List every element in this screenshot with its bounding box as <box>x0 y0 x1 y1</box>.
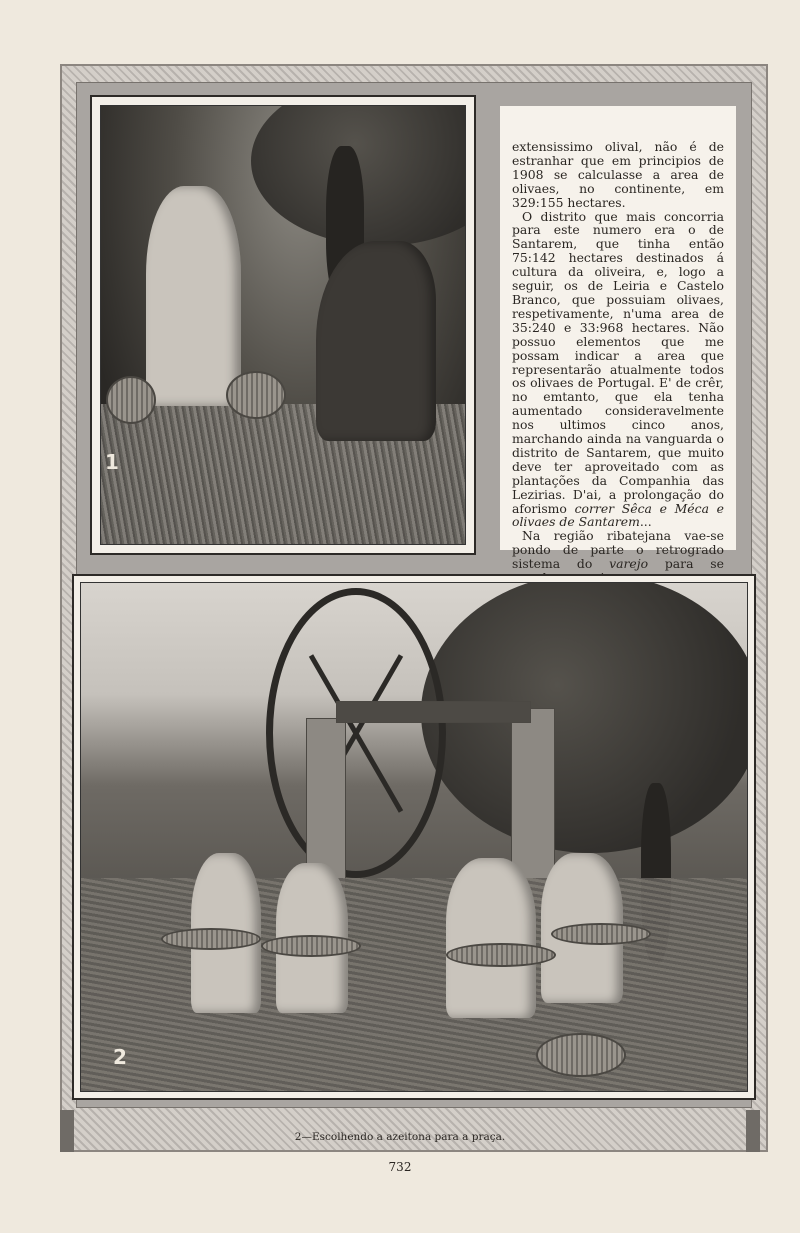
photo-2-frame <box>72 574 756 1100</box>
page-number: 732 <box>388 1160 412 1174</box>
paragraph-1: extensissimo olival, não é de estranhar que em principios de 1908 se calculasse a area de olivaes, no continente, em 329:155 hectares. <box>512 139 724 210</box>
paragraph-2 <box>512 210 724 530</box>
paragraph-2-text: O distrito que mais concorria para este numero era o de Santarem, que tinha então 75:142 hectares destinados á cultura da oliveira, e, logo a seguir, os de Leiria e Castelo Branco, que possuiam olivaes, respetivamente, n'uma area de 35:240 e 33:968 hectares. Não possuo elementos que me possam indicar a area que representarão atualmente todos os olivaes de Portugal. E' de crêr, no emtanto, que ela tenha aumentado consideravelmente nos ultimos cinco anos, marchando ainda na vanguarda o distrito de Santarem, que muito deve ter aproveitado com as plantações da Companhia das Lezirias. D'ai, a prolongação do aforismo <box>512 208 724 516</box>
varejo-italic: varejo <box>609 556 649 572</box>
basket-left <box>106 376 156 424</box>
photo-1-number: 1 <box>105 450 119 474</box>
paragraph-3-end: para se <box>664 556 724 572</box>
sieve-3 <box>446 943 556 967</box>
paragraph-3-text: Na região ribatejana vae-se pondo de parte o retrogrado sistema do <box>512 528 724 572</box>
article-text-column <box>500 106 736 572</box>
ground <box>81 878 747 1091</box>
photo-2-number: 2 <box>113 1045 127 1069</box>
photo-2-caption: 2—Escolhendo a azeitona para a praça. <box>294 1131 506 1143</box>
wooden-beam <box>336 701 531 723</box>
photo-1-frame <box>90 95 476 555</box>
standing-woman <box>146 186 241 406</box>
photo-olive-gatherers <box>100 105 466 545</box>
bending-woman <box>316 241 436 441</box>
aforismo-italic: correr Sêca e Méca e olivaes de Santarem <box>512 500 724 530</box>
seated-woman-3 <box>446 858 536 1018</box>
aforismo-end: ... <box>639 514 652 530</box>
basket-right <box>226 371 286 419</box>
photo-olive-sorting <box>80 582 748 1092</box>
ground-basket <box>536 1033 626 1077</box>
sieve-2 <box>261 935 361 957</box>
sieve-4 <box>551 923 651 945</box>
sieve-1 <box>161 928 261 950</box>
